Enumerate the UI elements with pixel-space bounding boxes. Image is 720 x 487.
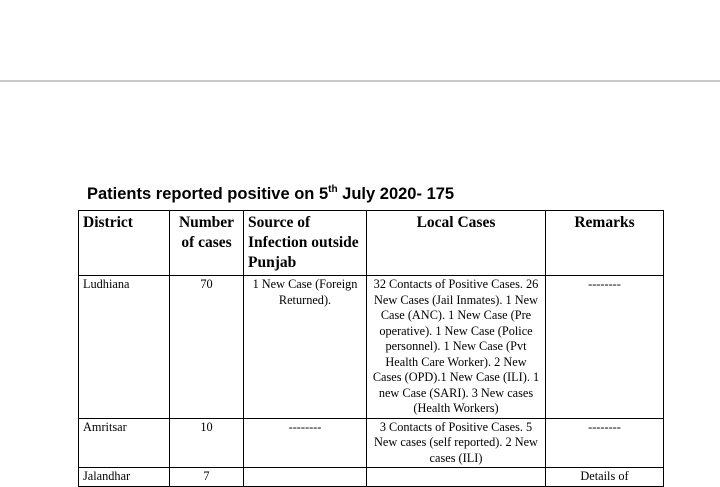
cell-remarks: -------- — [546, 418, 664, 468]
header-remarks: Remarks — [546, 211, 664, 276]
cell-local-cases: 32 Contacts of Positive Cases. 26 New Cases (Jail Inmates). 1 New Case (ANC). 1 New Case (Pre operative). 1 New Case (Police personnel). 1 New Case (Pvt Health Care Worker). 2 New Cases (OPD).1 New Case (ILI). 1 new Case (SARI). 3 New cases (Health Workers) — [367, 276, 546, 419]
heading-suffix: July 2020- 175 — [337, 185, 455, 203]
cell-remarks: -------- — [546, 276, 664, 419]
cell-district: Ludhiana — [79, 276, 170, 419]
cases-table — [78, 210, 664, 487]
cell-source-of-infection: 1 New Case (Foreign Returned). — [244, 276, 367, 419]
table-row — [79, 468, 664, 487]
cell-local-cases: 3 Contacts of Positive Cases. 5 New cases (self reported). 2 New cases (ILI) — [367, 418, 546, 468]
cell-number-of-cases: 7 — [170, 468, 244, 487]
table-row — [79, 276, 664, 419]
table-header-row — [79, 211, 664, 276]
cell-source-of-infection — [244, 468, 367, 487]
heading-superscript: th — [328, 183, 338, 195]
page-heading — [87, 184, 454, 204]
header-local-cases: Local Cases — [367, 211, 546, 276]
heading-prefix: Patients reported positive on 5 — [87, 185, 329, 203]
cell-local-cases — [367, 468, 546, 487]
header-source-of-infection: Source of Infection outside Punjab — [244, 211, 367, 276]
cell-number-of-cases: 70 — [170, 276, 244, 419]
table-row — [79, 418, 664, 468]
header-number-of-cases: Number of cases — [170, 211, 244, 276]
cell-district: Amritsar — [79, 418, 170, 468]
top-divider — [0, 80, 720, 82]
cell-number-of-cases: 10 — [170, 418, 244, 468]
cell-remarks: Details of — [546, 468, 664, 487]
cell-district: Jalandhar — [79, 468, 170, 487]
cell-source-of-infection: -------- — [244, 418, 367, 468]
header-district: District — [79, 211, 170, 276]
